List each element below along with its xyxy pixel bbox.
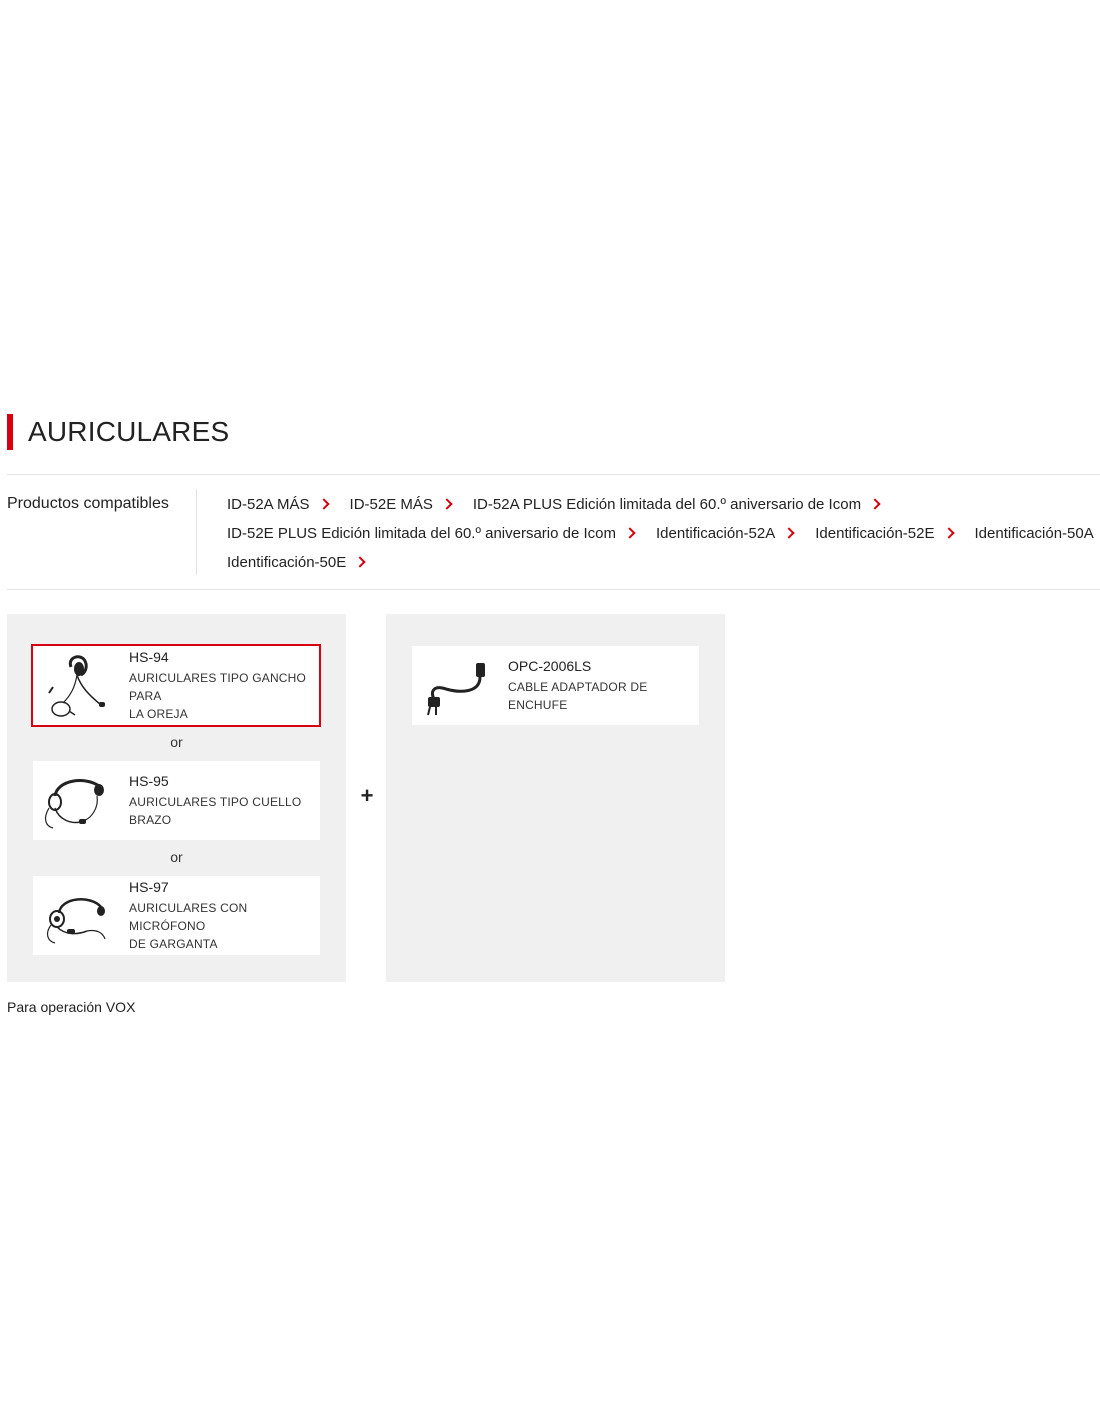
section-header [7, 414, 229, 450]
plug-adapter-cable-icon [420, 653, 490, 719]
neckarm-headset-icon [41, 768, 111, 834]
compatible-link-identificacion-52a[interactable] [656, 525, 793, 542]
headset-options-panel [7, 614, 346, 982]
compatible-link-identificacion-52e[interactable] [815, 525, 952, 542]
vox-note: Para operación VOX [7, 999, 136, 1015]
compatible-link-label: Identificación-52E [815, 525, 935, 542]
compatible-link-label: Identificación-50E [227, 554, 347, 571]
product-card-text [129, 879, 320, 953]
product-description [129, 793, 320, 829]
compatible-link-label: ID-52E MÁS [349, 496, 433, 513]
or-separator: or [170, 849, 183, 865]
product-description-line: AURICULARES TIPO CUELLO [129, 794, 302, 809]
product-card-hs94[interactable] [31, 644, 321, 727]
chevron-right-icon [355, 556, 366, 567]
product-description-line: LA OREJA [129, 706, 188, 721]
compatible-vertical-divider [196, 489, 197, 575]
product-card-hs97[interactable] [33, 876, 320, 955]
compatible-row [227, 490, 1087, 519]
compatible-link-label: Identificación-52A [656, 525, 776, 542]
section-accent-bar [7, 414, 13, 450]
chevron-right-icon [943, 527, 954, 538]
chevron-right-icon [441, 498, 452, 509]
product-description [129, 669, 319, 723]
compatible-row [227, 519, 1094, 548]
or-separator: or [170, 734, 183, 750]
compatible-link-id52e-plus-60th[interactable] [227, 525, 634, 542]
product-card-text [508, 658, 699, 714]
compatible-link-id52a-plus-60th[interactable] [473, 496, 879, 513]
chevron-right-icon [624, 527, 635, 538]
compatible-products-label: Productos compatibles [7, 495, 169, 512]
adapter-options-panel [386, 614, 725, 982]
product-code: HS-94 [129, 648, 169, 665]
compatible-row [227, 548, 1087, 577]
compatible-link-label: ID-52E PLUS Edición limitada del 60.º aniversario de Icom [227, 525, 616, 542]
plus-icon: + [360, 783, 374, 808]
chevron-right-icon [869, 498, 880, 509]
divider-top [7, 474, 1100, 475]
divider-bottom [7, 589, 1100, 590]
product-code: HS-97 [129, 878, 169, 895]
product-description-line: AURICULARES TIPO GANCHO PARA [129, 670, 307, 703]
product-description-line: CABLE ADAPTADOR DE ENCHUFE [508, 679, 648, 712]
chevron-right-icon [318, 498, 329, 509]
product-card-opc2006ls[interactable] [412, 646, 699, 725]
compatible-link-label: ID-52A MÁS [227, 496, 310, 513]
earhook-headset-icon [41, 653, 111, 719]
throat-mic-headset-icon [41, 883, 111, 949]
product-card-text [129, 649, 319, 723]
compatible-link-identificacion-50a[interactable] [975, 525, 1100, 542]
chevron-right-icon [784, 527, 795, 538]
product-code: OPC-2006LS [508, 657, 592, 674]
compatible-products-list [227, 490, 1094, 577]
section-title: AURICULARES [28, 416, 230, 447]
compatible-link-identificacion-50e[interactable] [227, 554, 364, 571]
compatible-link-id52e-mas[interactable] [350, 496, 451, 513]
product-description-line: AURICULARES CON MICRÓFONO [129, 900, 248, 933]
product-description [129, 899, 320, 953]
compatible-link-label: ID-52A PLUS Edición limitada del 60.º aniversario de Icom [472, 496, 862, 513]
product-card-hs95[interactable] [33, 761, 320, 840]
compatible-link-label: Identificación-50A [974, 525, 1094, 542]
product-description-line: BRAZO [129, 812, 172, 827]
compatible-link-id52a-mas[interactable] [227, 496, 328, 513]
product-card-text [129, 773, 320, 829]
product-description-line: DE GARGANTA [129, 936, 218, 951]
product-description [508, 678, 699, 714]
product-code: HS-95 [129, 772, 169, 789]
